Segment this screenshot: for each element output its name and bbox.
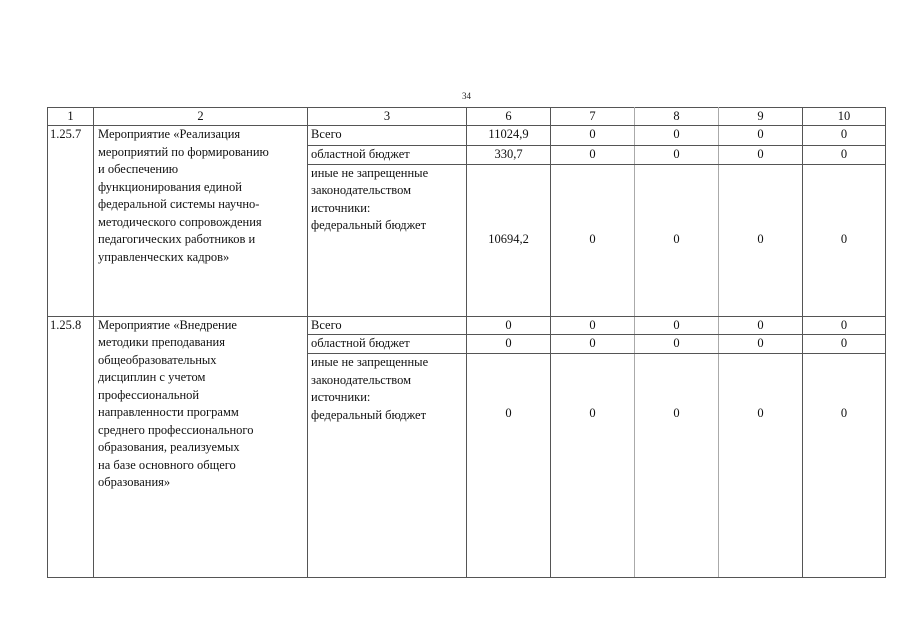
value-text: 0 — [589, 406, 596, 420]
funding-source-total: Всего — [308, 316, 467, 335]
activity-name: Мероприятие «Реализация мероприятий по формированию и обеспечению функционирования единой федеральной системы научно- методического сопровождения педагогических работников и управленческих кадров» — [94, 126, 308, 317]
column-header: 2 — [94, 108, 308, 126]
activity-code: 1.25.7 — [48, 126, 94, 317]
activity-code: 1.25.8 — [48, 316, 94, 578]
value-cell: 0 — [635, 335, 719, 354]
value-cell: 0 — [551, 164, 635, 316]
value-cell: 0 — [803, 146, 886, 165]
column-header: 10 — [803, 108, 886, 126]
funding-source-total: Всего — [308, 126, 467, 146]
funding-source-regional: областной бюджет — [308, 146, 467, 165]
funding-source-regional: областной бюджет — [308, 335, 467, 354]
column-header: 9 — [719, 108, 803, 126]
value-cell — [467, 354, 551, 578]
value-cell: 10694,2 — [467, 164, 551, 316]
value-cell — [719, 354, 803, 578]
value-cell: 0 — [635, 146, 719, 165]
column-header: 8 — [635, 108, 719, 126]
value-text: 0 — [505, 406, 512, 420]
budget-table — [47, 107, 886, 578]
value-cell: 0 — [719, 335, 803, 354]
value-cell: 0 — [803, 316, 886, 335]
value-cell: 0 — [467, 316, 551, 335]
value-cell: 0 — [719, 316, 803, 335]
funding-source-federal: иные не запрещенные законодательством источники: федеральный бюджет — [308, 164, 467, 316]
table-row — [48, 126, 886, 146]
value-cell: 0 — [635, 164, 719, 316]
value-cell: 330,7 — [467, 146, 551, 165]
value-cell: 0 — [803, 335, 886, 354]
table-row — [48, 316, 886, 335]
value-cell: 0 — [719, 164, 803, 316]
value-cell — [635, 354, 719, 578]
column-header: 6 — [467, 108, 551, 126]
value-cell: 11024,9 — [467, 126, 551, 146]
funding-source-federal: иные не запрещенные законодательством источники: федеральный бюджет — [308, 354, 467, 578]
value-cell: 0 — [551, 316, 635, 335]
value-cell: 0 — [635, 126, 719, 146]
value-text: 0 — [673, 406, 680, 420]
value-text: 0 — [840, 406, 848, 420]
value-cell: 0 — [551, 146, 635, 165]
value-cell: 0 — [551, 335, 635, 354]
value-cell: 0 — [803, 126, 886, 146]
table-header-row — [48, 108, 886, 126]
value-cell: 0 — [803, 164, 886, 316]
column-header: 1 — [48, 108, 94, 126]
value-cell — [803, 354, 886, 578]
value-cell: 0 — [719, 126, 803, 146]
column-header: 3 — [308, 108, 467, 126]
page-number: 34 — [462, 91, 471, 101]
value-text: 0 — [757, 406, 764, 420]
value-cell: 0 — [719, 146, 803, 165]
value-cell: 0 — [467, 335, 551, 354]
value-cell: 0 — [635, 316, 719, 335]
activity-name: Мероприятие «Внедрение методики преподавания общеобразовательных дисциплин с учетом профессиональной направленности программ среднего профессионального образования, реализуемых на базе основного общего образования» — [94, 316, 308, 578]
value-cell — [551, 354, 635, 578]
column-header: 7 — [551, 108, 635, 126]
value-cell: 0 — [551, 126, 635, 146]
